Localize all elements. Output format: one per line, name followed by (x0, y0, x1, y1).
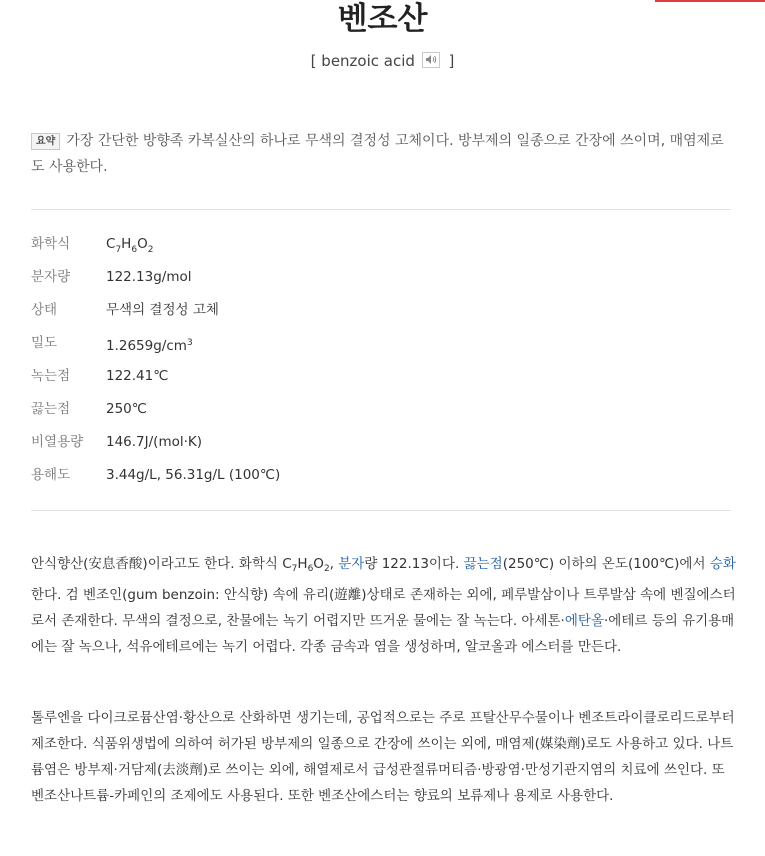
info-key: 상태 (31, 302, 58, 318)
inline-formula: $C_7H_6O_2$ (282, 556, 330, 574)
link-ethanol[interactable]: 에탄올 (564, 613, 604, 629)
body-paragraph-2: 톨루엔을 다이크로뮴산염·황산으로 산화하면 생기는데, 공업적으로는 주로 프탈산무수물이나 벤조트라이클로리드로부터 제조한다. 식품위생법에 의하여 허가된 방부제의 일종으로 간장에 쓰이는 외에, 매염제(媒染劑)로도 사용하고 있다. 나트륨염은 방부제·거담제(去淡劑)로 쓰이는 외에, 해열제로서 급성관절류머티즘·방광염·만성기관지염의 치료에 쓰인다. 또 벤조산나트륨-카페인의 조제에도 사용된다. 또한 벤조산에스터는 향료의 보류제나 용제로 사용한다. (31, 710, 735, 804)
info-value: 146.7J/(mol·K) (106, 434, 203, 450)
link-sublimation[interactable]: 승화 (709, 556, 736, 572)
info-row-density (31, 327, 731, 360)
info-row-molar-mass (31, 261, 731, 294)
bracket-close: ] (443, 52, 455, 70)
info-value: 122.41℃ (106, 368, 169, 384)
bracket-open: [ (310, 52, 322, 70)
page-title: 벤조산 (337, 1, 428, 37)
divider-bottom (31, 510, 731, 511)
info-value: 무색의 결정성 고체 (106, 302, 219, 318)
info-row-boiling-point (31, 393, 731, 426)
info-key: 끓는점 (31, 401, 71, 417)
summary-text: 가장 간단한 방향족 카복실산의 하나로 무색의 결정성 고체이다. 방부제의 일종으로 간장에 쓰이며, 매염제로도 사용한다. (31, 133, 724, 175)
info-row-state (31, 294, 731, 327)
info-row-formula (31, 228, 731, 261)
info-row-melting-point (31, 360, 731, 393)
info-row-solubility (31, 459, 731, 492)
info-key: 화학식 (31, 236, 71, 252)
speaker-icon[interactable] (422, 52, 440, 68)
english-name-text: benzoic acid (321, 52, 415, 70)
info-key: 분자량 (31, 269, 71, 285)
info-key: 용해도 (31, 467, 71, 483)
link-molar-mass[interactable]: 분자 (338, 556, 365, 572)
chemical-formula: $C_7H_6O_2$ (106, 236, 154, 255)
info-key: 녹는점 (31, 368, 71, 384)
info-value: $1.2659g/cm^3$ (106, 338, 193, 354)
info-row-specific-heat (31, 426, 731, 459)
summary-badge: 요약 (31, 133, 60, 150)
divider-top (31, 209, 731, 210)
link-boiling-point[interactable]: 끓는점 (463, 556, 503, 572)
info-value: 122.13g/mol (106, 269, 192, 285)
info-value: 250℃ (106, 401, 147, 417)
info-value: 3.44g/L, 56.31g/L (100℃) (106, 467, 281, 483)
body-paragraph-1: 안식향산(安息香酸)이라고도 한다. 화학식 $C_7H_6O_2$, 분자량 122.13이다. 끓는점(250℃) 이하의 온도(100℃)에서 승화한다. 검 벤조인(gum benzoin: 안식향) 속에 유리(遊離)상태로 존재하는 외에, 페루발삼이나 트루발삼 속에 벤질에스터로서 존재한다. 무색의 결정으로, 찬물에는 녹기 어렵지만 뜨거운 물에는 잘 녹는다. 아세톤·에탄올·에테르 등의 유기용매에는 잘 녹으나, 석유에테르에는 녹기 어렵다. 각종 금속과 염을 생성하며, 알코올과 에스터를 만든다. (31, 556, 736, 655)
info-key: 비열용량 (31, 434, 84, 450)
english-name (0, 51, 765, 71)
info-key: 밀도 (31, 335, 58, 351)
summary-section (31, 128, 731, 180)
info-table (31, 228, 731, 492)
